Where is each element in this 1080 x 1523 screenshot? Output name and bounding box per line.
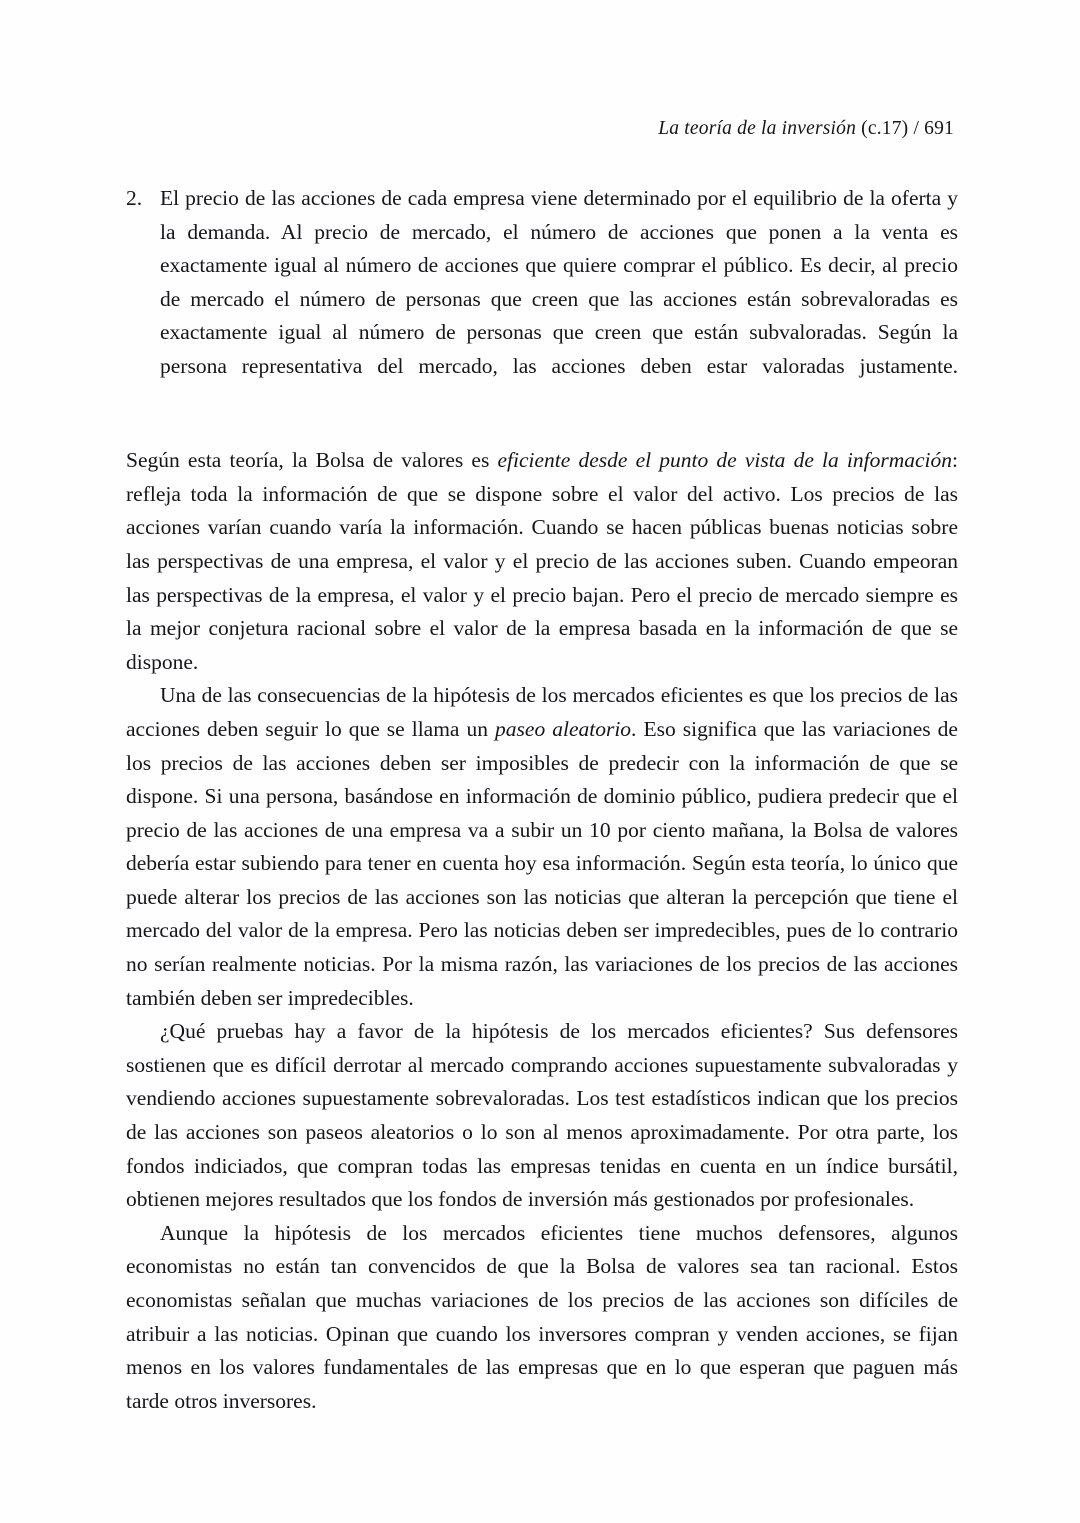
list-item-text: El precio de las acciones de cada empresa viene determinado por el equilibrio de la oferta y la demanda. Al precio de mercado, el número de acciones que ponen a la venta es exactamente igual al número de acciones que quiere comprar el público. Es decir, al precio de mercado el número de personas que creen que las acciones están sobrevaloradas es exactamente igual al número de personas que creen que están subvaloradas. Según la persona representativa del mercado, las acciones deben estar valoradas justamente. — [160, 186, 958, 378]
paragraph-spacer — [126, 417, 958, 444]
running-head-chapter-ref: (c.17) — [861, 118, 909, 139]
page-body — [126, 182, 958, 1418]
list-item-number: 2. — [126, 186, 143, 210]
paragraph-3 — [126, 1015, 958, 1217]
paragraph-segment: Aunque la hipótesis de los mercados eficientes tiene muchos defensores, algunos economistas no están tan convencidos de que la Bolsa de valores sea tan racional. Estos economistas señalan que muchas variaciones de los precios de las acciones son difíciles de atribuir a las noticias. Opinan que cuando los inversores compran y venden acciones, se fijan menos en los valores fundamentales de las empresas que en lo que esperan que paguen más tarde otros inversores. — [126, 1220, 958, 1413]
paragraph-2 — [126, 679, 958, 1015]
running-head-separator: / — [913, 118, 920, 139]
paragraph-segment: paseo aleatorio — [495, 716, 632, 741]
paragraph-1 — [126, 444, 958, 679]
list-item — [126, 182, 958, 417]
paragraph-segment: : refleja toda la información de que se dispone sobre el valor del activo. Los precios de las acciones varían cuando varía la información. Cuando se hacen públicas buenas noticias sobre las perspectivas de una empresa, el valor y el precio de las acciones suben. Cuando empeoran las perspectivas de la empresa, el valor y el precio bajan. Pero el precio de mercado siempre es la mejor conjetura racional sobre el valor de la empresa basada en la información de que se dispone. — [126, 448, 958, 674]
running-head-book-title: La teoría de la inversión — [658, 118, 857, 139]
paragraph-segment: . Eso significa que las variaciones de los precios de las acciones deben ser imposibles de predecir con la información de que se dispone. Si una persona, basándose en información de dominio público, pudiera predecir que el precio de las acciones de una empresa va a subir un 10 por ciento mañana, la Bolsa de valores debería estar subiendo para tener en cuenta hoy esa información. Según esta teoría, lo único que puede alterar los precios de las acciones son las noticias que alteran la percepción que tiene el mercado del valor de la empresa. Pero las noticias deben ser impredecibles, pues de lo contrario no serían realmente noticias. Por la misma razón, las variaciones de los precios de las acciones también deben ser impredecibles. — [126, 716, 958, 1010]
running-head-page-number: 691 — [924, 118, 954, 139]
paragraph-segment: ¿Qué pruebas hay a favor de la hipótesis de los mercados eficientes? Sus defensores sostienen que es difícil derrotar al mercado comprando acciones supuestamente subvaloradas y vendiendo acciones supuestamente sobrevaloradas. Los test estadísticos indican que los precios de las acciones son paseos aleatorios o lo son al menos aproximadamente. Por otra parte, los fondos indiciados, que compran todas las empresas tenidas en cuenta en un índice bursátil, obtienen mejores resultados que los fondos de inversión más gestionados por profesionales. — [126, 1019, 958, 1212]
paragraph-segment: eficiente desde el punto de vista de la información — [497, 448, 953, 473]
paragraph-4 — [126, 1217, 958, 1419]
paragraph-segment: Una de las consecuencias de la hipótesis de los mercados eficientes es que los precios de las acciones deben seguir lo que se llama un — [126, 683, 958, 741]
running-head — [126, 118, 954, 140]
paragraph-segment: Según esta teoría, la Bolsa de valores es — [126, 448, 498, 473]
